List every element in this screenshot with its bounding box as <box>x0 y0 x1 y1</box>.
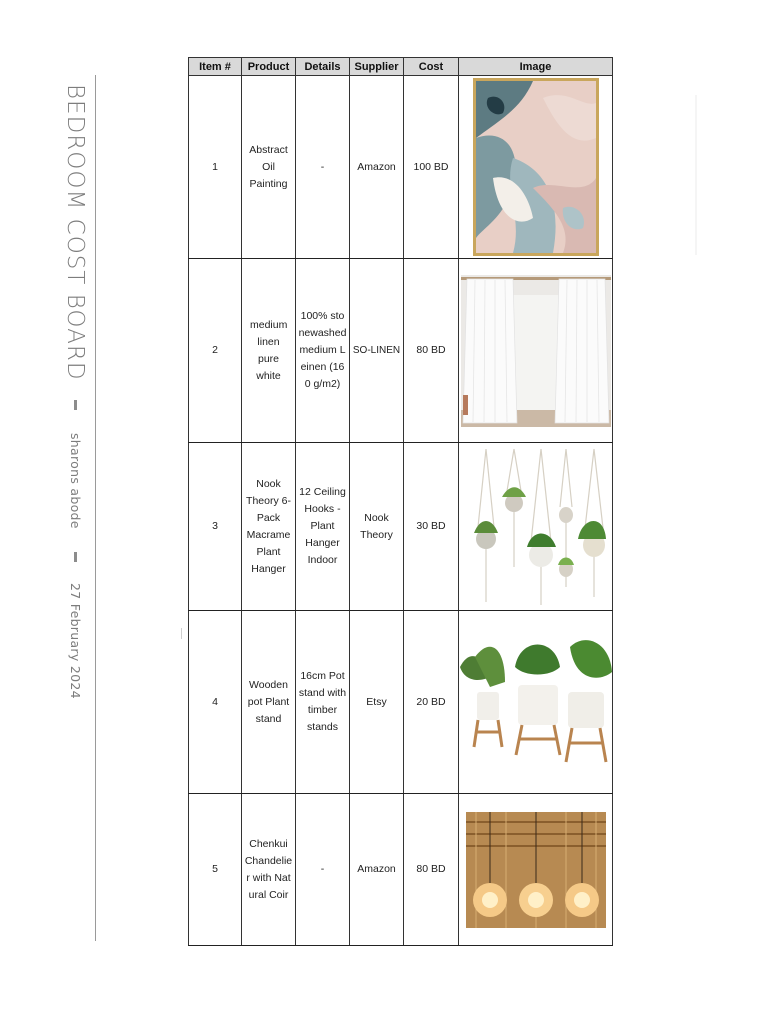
author-name: sharons abode <box>68 432 83 529</box>
plant-stands-image <box>460 637 612 767</box>
separator <box>74 400 77 410</box>
header-image: Image <box>459 58 613 76</box>
table-row <box>189 794 613 946</box>
product-image-cell <box>459 443 613 611</box>
header-product: Product <box>242 58 296 76</box>
product-details: 100% stonewashed medium Leinen (160 g/m2) <box>296 259 350 443</box>
table-row <box>189 76 613 259</box>
cost: 80 BD <box>404 794 459 946</box>
product-name: medium linen pure white <box>242 259 296 443</box>
cost-table <box>188 57 613 946</box>
product-name: Nook Theory 6-Pack Macrame Plant Hanger <box>242 443 296 611</box>
macrame-hangers-image <box>466 447 606 607</box>
faint-mark <box>695 95 697 255</box>
header-details: Details <box>296 58 350 76</box>
item-number: 4 <box>189 611 242 794</box>
header-supplier: Supplier <box>350 58 404 76</box>
table-header-row <box>189 58 613 76</box>
product-details: 12 Ceiling Hooks - Plant Hanger Indoor <box>296 443 350 611</box>
cost: 80 BD <box>404 259 459 443</box>
linen-curtains-image <box>461 275 611 427</box>
page-mark <box>181 628 182 639</box>
item-number: 5 <box>189 794 242 946</box>
cost: 100 BD <box>404 76 459 259</box>
table-row <box>189 259 613 443</box>
vertical-heading <box>48 84 88 804</box>
board-title: BEDROOM COST BOARD <box>62 84 88 381</box>
header-cost: Cost <box>404 58 459 76</box>
separator <box>74 552 77 562</box>
product-details: 16cm Pot stand with timber stands <box>296 611 350 794</box>
product-image-cell <box>459 76 613 259</box>
product-image-cell <box>459 611 613 794</box>
cost: 20 BD <box>404 611 459 794</box>
header-item: Item # <box>189 58 242 76</box>
product-image-cell <box>459 794 613 946</box>
sidebar <box>0 0 110 1024</box>
cost: 30 BD <box>404 443 459 611</box>
supplier: Amazon <box>350 794 404 946</box>
product-name: Chenkui Chandelier with Natural Coir <box>242 794 296 946</box>
table-row <box>189 443 613 611</box>
product-name: Abstract Oil Painting <box>242 76 296 259</box>
product-image-cell <box>459 259 613 443</box>
product-name: Wooden pot Plant stand <box>242 611 296 794</box>
abstract-painting-image <box>473 78 599 256</box>
item-number: 3 <box>189 443 242 611</box>
supplier: Nook Theory <box>350 443 404 611</box>
product-details: - <box>296 76 350 259</box>
divider-line <box>95 75 96 941</box>
item-number: 1 <box>189 76 242 259</box>
supplier: SO-LINEN <box>350 259 404 443</box>
coir-pendant-lights-image <box>466 812 606 928</box>
board-date: 27 February 2024 <box>68 582 83 699</box>
item-number: 2 <box>189 259 242 443</box>
supplier: Etsy <box>350 611 404 794</box>
table-row <box>189 611 613 794</box>
product-details: - <box>296 794 350 946</box>
supplier: Amazon <box>350 76 404 259</box>
